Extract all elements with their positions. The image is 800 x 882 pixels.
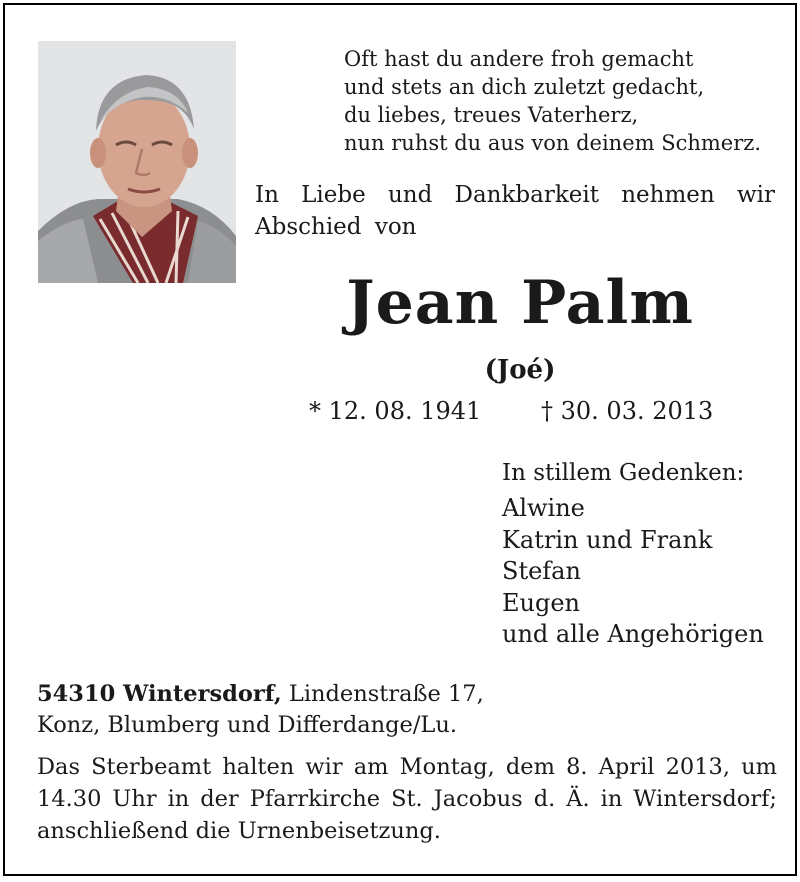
- mourner-name: Katrin und Frank: [502, 525, 713, 554]
- mourner-name: Stefan: [502, 557, 581, 585]
- death-date: † 30. 03. 2013: [541, 397, 714, 425]
- address-place: 54310 Wintersdorf,: [37, 681, 282, 707]
- poem-line: nun ruhst du aus von deinem Schmerz.: [344, 131, 761, 155]
- deceased-nickname: (Joé): [484, 355, 556, 385]
- portrait-photo-image: [38, 41, 236, 283]
- address-street: Lindenstraße 17,: [281, 681, 484, 707]
- poem-line: du liebes, treues Vaterherz,: [344, 103, 639, 127]
- family-address: [37, 679, 777, 741]
- poem-line: Oft hast du andere froh gemacht: [344, 47, 694, 71]
- poem-line: und stets an dich zuletzt gedacht,: [344, 75, 705, 99]
- mourner-name: Alwine: [502, 494, 585, 522]
- funeral-service-info: Das Sterbeamt halten wir am Montag, dem 8. April 2013, um 14.30 Uhr in der Pfarrkirche St. Jacobus d. Ä. in Wintersdorf; anschließend die Urnenbeisetzung.: [37, 754, 777, 844]
- birth-date: * 12. 08. 1941: [309, 397, 482, 425]
- farewell-intro: In Liebe und Dankbarkeit nehmen wir Abschied von: [255, 182, 775, 240]
- address-line-2: Konz, Blumberg und Differdange/Lu.: [37, 712, 458, 738]
- mourner-name: Eugen: [502, 588, 580, 617]
- address-line-1: [37, 679, 777, 710]
- poem: [344, 45, 761, 157]
- portrait-photo: [38, 41, 236, 283]
- mourning-heading: In stillem Gedenken:: [502, 460, 745, 486]
- deceased-name: Jean Palm: [346, 268, 694, 338]
- obituary-notice: [3, 3, 797, 876]
- mourner-name: und alle Angehörigen: [502, 620, 764, 648]
- mourners-list: [502, 493, 764, 651]
